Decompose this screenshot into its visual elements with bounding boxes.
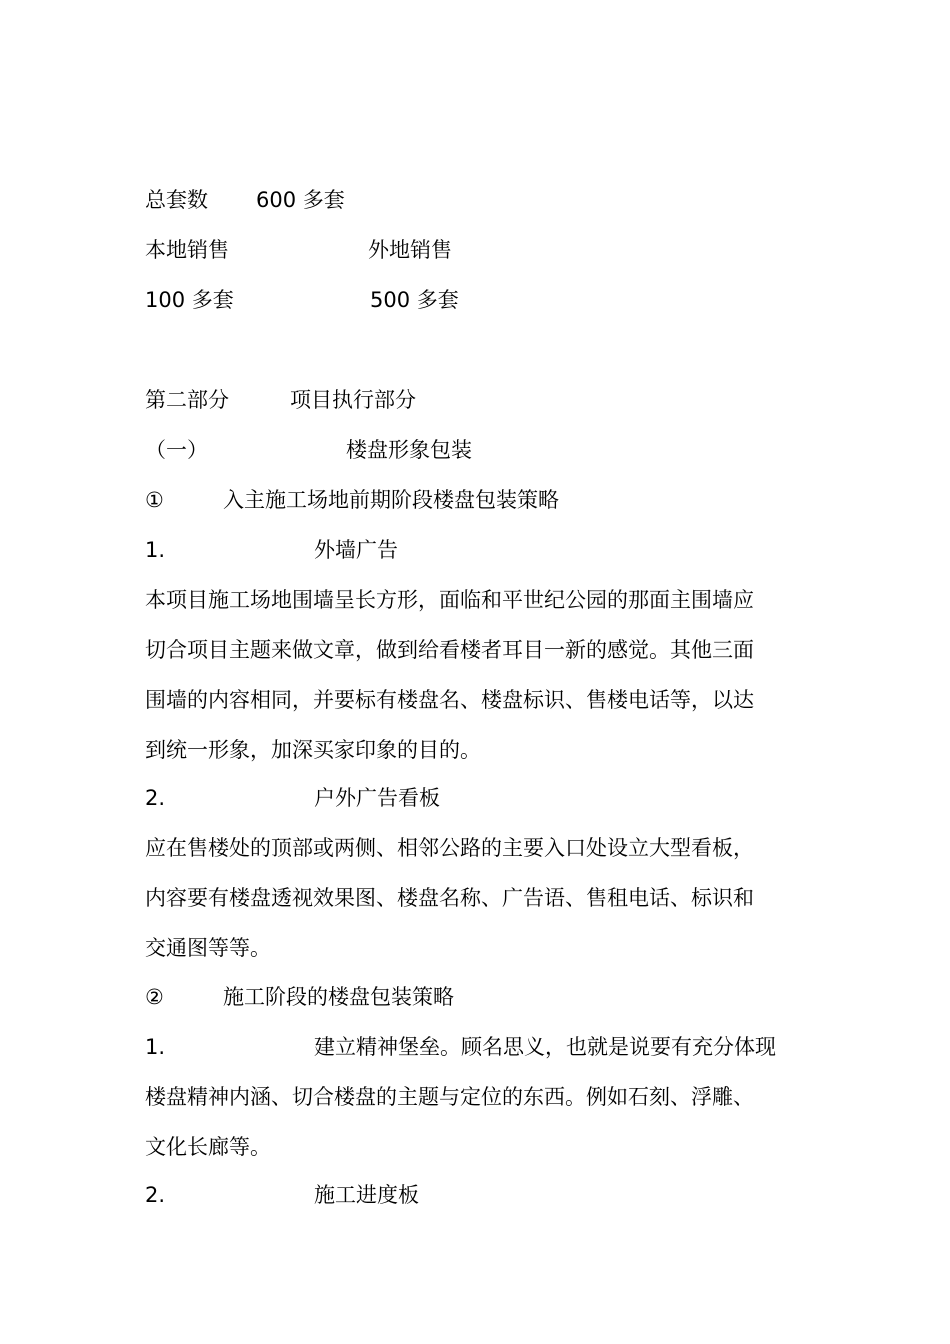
paragraph-line: 本项目施工场地围墙呈长方形，面临和平世纪公园的那面主围墙应 [145,588,754,612]
stage1-marker: ① [145,488,164,512]
stage1-paragraph1 [145,575,817,775]
paragraph-line: 应在售楼处的顶部或两侧、相邻公路的主要入口处设立大型看板， [145,836,754,860]
stage2-item2-number: 2. [145,1183,166,1207]
stage2-marker: ② [145,985,164,1009]
section1-title: 楼盘形象包装 [346,438,472,462]
remote-sales-value: 500 多套 [370,288,459,312]
stage2-item2-title: 施工进度板 [314,1183,419,1207]
total-label: 总套数 [145,188,208,212]
stage2-title: 施工阶段的楼盘包装策略 [223,985,454,1009]
paragraph-line: 围墙的内容相同，并要标有楼盘名、楼盘标识、售楼电话等，以达 [145,688,754,712]
part2-label: 第二部分 [145,388,229,412]
paragraph-line: 楼盘精神内涵、切合楼盘的主题与定位的东西。例如石刻、浮雕、 [145,1085,754,1109]
part2-title: 项目执行部分 [290,388,416,412]
stage1-title: 入主施工场地前期阶段楼盘包装策略 [223,488,559,512]
total-value: 600 多套 [256,188,345,212]
stage1-item1-number: 1. [145,538,166,562]
paragraph-line: 切合项目主题来做文章，做到给看楼者耳目一新的感觉。其他三面 [145,638,754,662]
section1-number: （一） [145,438,208,462]
local-sales-label: 本地销售 [145,238,229,262]
paragraph-line: 文化长廊等。 [145,1135,271,1159]
paragraph-line: 内容要有楼盘透视效果图、楼盘名称、广告语、售租电话、标识和 [145,886,754,910]
stage1-paragraph2 [145,823,817,973]
stage2-item1-title: 建立精神堡垒。顾名思义，也就是说要有充分体现 [314,1035,776,1059]
remote-sales-label: 外地销售 [368,238,452,262]
paragraph-line: 到统一形象，加深买家印象的目的。 [145,738,481,762]
stage1-item2-title: 户外广告看板 [314,786,440,810]
stage2-paragraph1 [145,1072,817,1172]
stage1-item2-number: 2. [145,786,166,810]
paragraph-line: 交通图等等。 [145,936,271,960]
stage1-item1-title: 外墙广告 [314,538,398,562]
local-sales-value: 100 多套 [145,288,234,312]
stage2-item1-number: 1. [145,1035,166,1059]
